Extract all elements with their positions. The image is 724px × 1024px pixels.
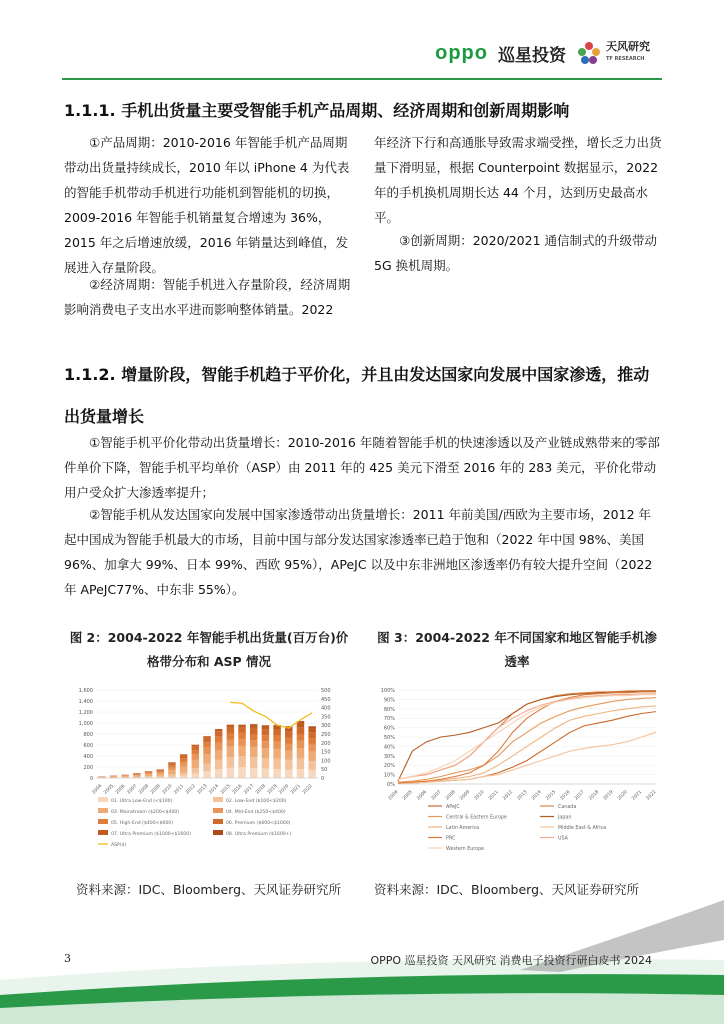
bar-segment (180, 766, 187, 772)
bar-segment (238, 739, 245, 746)
bar-segment (215, 737, 222, 743)
y-tick-label-right: 50 (321, 767, 328, 774)
legend-label: Western Europe (446, 847, 485, 852)
bar-segment (133, 777, 140, 778)
figure-2-caption: 图 2：2004-2022 年智能手机出货量(百万台)价格带分布和 ASP 情况 (69, 630, 349, 669)
xunxing-logo: 巡星投资 (498, 45, 566, 66)
bar-segment (308, 738, 315, 744)
x-tick-label: 2022 (645, 789, 658, 802)
bar-segment (168, 762, 175, 763)
legend-label: 07. Ultra Premium ($1000<$1600) (111, 832, 191, 837)
bar-segment (250, 757, 257, 768)
bar-segment (273, 742, 280, 749)
legend-label: Canada (558, 805, 577, 810)
bar-segment (308, 770, 315, 778)
bar-segment (238, 725, 245, 728)
bar-segment (133, 773, 140, 774)
legend-swatch (213, 819, 223, 824)
bar-segment (192, 745, 199, 746)
x-tick-label: 2014 (208, 783, 221, 796)
y-tick-label-right: 100 (321, 758, 331, 765)
bar-segment (273, 749, 280, 759)
bar-segment (238, 767, 245, 778)
bar-segment (273, 736, 280, 742)
y-tick-label-right: 250 (321, 732, 331, 738)
bar-segment (215, 729, 222, 731)
y-tick-label: 60% (383, 725, 395, 732)
bar-segment (285, 738, 292, 744)
page-number: 3 (64, 952, 71, 965)
bar-segment (192, 746, 199, 750)
x-tick-label: 2020 (617, 789, 629, 802)
bar-segment (308, 752, 315, 761)
bar-segment (203, 742, 210, 748)
y-tick-label-left: 1,600 (78, 688, 93, 694)
bar-segment (262, 758, 269, 768)
y-tick-label-right: 0 (321, 776, 325, 782)
x-tick-label: 2010 (161, 783, 174, 796)
bar-segment (192, 750, 199, 754)
x-tick-label: 2016 (559, 789, 572, 802)
bar-segment (180, 773, 187, 776)
series-line (398, 732, 656, 783)
bar-segment (227, 747, 234, 757)
y-tick-label: 80% (383, 706, 395, 713)
legend-swatch (213, 830, 223, 835)
bar-segment (238, 733, 245, 739)
series-line (398, 694, 656, 780)
y-tick-label-right: 300 (321, 723, 331, 730)
section-1-title: 1.1.1. 手机出货量主要受智能手机产品周期、经济周期和创新周期影响 (64, 101, 570, 120)
x-tick-label: 2017 (243, 783, 256, 796)
bar-segment (180, 754, 187, 755)
bar-segment (121, 777, 128, 778)
bar-segment (262, 726, 269, 729)
bar-segment (133, 775, 140, 776)
bar-segment (250, 747, 257, 757)
bar-segment (297, 759, 304, 769)
bar-segment (297, 741, 304, 749)
bar-segment (215, 750, 222, 760)
bar-segment (297, 727, 304, 734)
y-tick-label-right: 150 (321, 749, 331, 756)
y-tick-label-right: 200 (321, 740, 331, 747)
bar-segment (203, 754, 210, 763)
bar-segment (168, 775, 175, 777)
figure-3-chart (370, 678, 662, 868)
bar-segment (180, 755, 187, 758)
legend-label: APeJC (446, 805, 460, 810)
bar-segment (168, 768, 175, 771)
bar-segment (250, 734, 257, 740)
bar-segment (297, 734, 304, 741)
bar-segment (203, 764, 210, 772)
bar-segment (262, 769, 269, 778)
y-tick-label-left: 400 (83, 754, 93, 760)
bar-segment (227, 733, 234, 739)
bar-segment (238, 756, 245, 767)
x-tick-label: 2009 (150, 783, 162, 796)
legend-label: USA (558, 836, 568, 842)
bar-segment (297, 769, 304, 778)
bar-segment (262, 725, 269, 726)
header-divider (62, 78, 662, 80)
legend-label: 04. Mid-End ($250<$400) (226, 810, 286, 815)
section-1-left-paragraph-1: ①产品周期：2010-2016 年智能手机产品周期带动出货量持续成长，2010 年以 iPhone 4 为代表的智能手机带动手机进行功能机到智能机的切换，2009-2016 年智能手机销量复合增速为 36%，2015 年之后增速放缓，2016 年销量达到峰值，发展进入存量阶段。 (64, 135, 350, 275)
bar-segment (180, 776, 187, 778)
y-tick-label-right: 400 (321, 705, 331, 712)
y-tick-label: 90% (383, 697, 395, 704)
y-tick-label: 30% (383, 753, 395, 760)
x-tick-label: 2006 (416, 789, 429, 802)
bar-segment (145, 774, 152, 776)
section-1-left-paragraph-2: ②经济周期：智能手机进入存量阶段，经济周期影响消费电子支出水平进而影响整体销量。2022 (64, 277, 351, 317)
y-tick-label-left: 600 (83, 743, 93, 749)
bar-segment (273, 769, 280, 778)
y-tick-label: 40% (383, 744, 395, 751)
bar-segment (145, 772, 152, 773)
figure-3-source: 资料来源：IDC、Bloomberg、天风证券研究所 (374, 882, 640, 897)
legend-swatch (98, 808, 108, 813)
x-tick-label: 2008 (445, 789, 457, 802)
y-tick-label: 50% (383, 735, 395, 741)
bar-segment (133, 775, 140, 776)
bar-segment (285, 744, 292, 751)
y-tick-label-left: 800 (83, 732, 93, 738)
bar-segment (192, 774, 199, 778)
bar-segment (227, 725, 234, 728)
bar-segment (250, 728, 257, 734)
series-line (398, 691, 656, 781)
section-1-right-paragraph-2: ③创新周期：2020/2021 通信制式的升级带动 5G 换机周期。 (374, 233, 658, 273)
bar-segment (215, 743, 222, 750)
x-tick-label: 2013 (196, 783, 209, 796)
x-tick-label: 2021 (631, 789, 644, 802)
bar-segment (145, 772, 152, 773)
bar-segment (238, 746, 245, 756)
bar-segment (238, 727, 245, 733)
figure-3-svg (370, 678, 662, 868)
y-tick-label: 10% (383, 772, 395, 779)
x-tick-label: 2008 (138, 783, 150, 796)
x-tick-label: 2013 (516, 789, 529, 802)
legend-label: 06. Premium ($600<$1000) (226, 821, 291, 826)
y-tick-label-left: 1,200 (78, 710, 93, 716)
bar-segment (308, 744, 315, 751)
y-tick-label-left: 1,000 (78, 721, 93, 727)
bar-segment (250, 740, 257, 747)
legend-label: Central & Eastern Europe (446, 815, 507, 821)
x-tick-label: 2011 (488, 789, 500, 802)
bar-segment (262, 741, 269, 748)
bar-segment (250, 724, 257, 725)
bar-segment (273, 730, 280, 736)
section-1-right-paragraph-1: 年经济下行和高通胀导致需求端受挫，增长乏力出货量下滑明显，根据 Counterpoint 数据显示，2022 年的手机换机周期长达 44 个月，达到历史最高水平。 (374, 135, 662, 225)
x-tick-label: 2004 (91, 783, 104, 796)
figure-2-chart (66, 678, 356, 868)
legend-label: 01. Ultra Low-End (<$100) (111, 799, 173, 804)
bar-segment (262, 729, 269, 735)
bar-segment (227, 768, 234, 778)
bar-segment (192, 760, 199, 768)
x-tick-label: 2015 (220, 783, 232, 796)
bar-segment (297, 722, 304, 727)
x-tick-label: 2015 (545, 789, 558, 802)
bar-segment (273, 759, 280, 769)
x-tick-label: 2005 (103, 783, 115, 796)
bar-segment (168, 770, 175, 774)
bar-segment (262, 748, 269, 758)
legend-swatch (213, 797, 223, 802)
x-tick-label: 2007 (430, 789, 443, 802)
x-tick-label: 2017 (574, 789, 586, 802)
legend-label: 05. High-End ($400<$600) (111, 821, 173, 826)
legend-swatch (98, 819, 108, 824)
bar-segment (121, 776, 128, 777)
x-tick-label: 2006 (114, 783, 127, 796)
bar-segment (203, 748, 210, 755)
bar-segment (215, 769, 222, 778)
legend-label: Japan (558, 815, 572, 821)
bar-segment (133, 774, 140, 775)
legend-swatch (98, 797, 108, 802)
bar-segment (192, 754, 199, 760)
x-tick-label: 2007 (126, 783, 139, 796)
x-tick-label: 2016 (231, 783, 244, 796)
x-tick-label: 2014 (531, 789, 543, 802)
bar-segment (168, 765, 175, 767)
x-tick-label: 2022 (301, 783, 314, 796)
bar-segment (203, 736, 210, 738)
x-tick-label: 2020 (278, 783, 291, 796)
bar-segment (227, 740, 234, 747)
x-tick-label: 2012 (185, 783, 197, 796)
legend-label: 03. Mainstream ($200<$400) (111, 810, 180, 815)
bar-segment (157, 773, 164, 775)
legend-label: 08. Ultra Premium ($1600+) (226, 832, 292, 837)
legend-label: PRC (446, 836, 456, 842)
bar-segment (157, 772, 164, 773)
oppo-logo: oppo (435, 41, 488, 64)
x-tick-label: 2009 (459, 789, 472, 802)
y-tick-label-left: 1,400 (78, 699, 93, 705)
figure-3-caption: 图 3：2004-2022 年不同国家和地区智能手机渗透率 (377, 630, 657, 669)
y-tick-label: 0% (387, 782, 395, 788)
tf-research-logo (576, 40, 650, 66)
bar-segment (145, 773, 152, 774)
bar-segment (121, 775, 128, 776)
section-2-paragraph-1: ①智能手机平价化带动出货量增长：2010-2016 年随着智能手机的快速渗透以及产业链成熟带来的零部件单价下降，智能手机平均单价（ASP）由 2011 年的 425 美元下滑至 2016 年的 283 美元，平价化带动用户受众扩大渗透率提升； (64, 435, 660, 500)
bar-segment (250, 768, 257, 778)
legend-label: Latin America (446, 826, 480, 831)
bar-segment (297, 748, 304, 758)
figure-2-source: 资料来源：IDC、Bloomberg、天风证券研究所 (76, 882, 342, 897)
y-tick-label: 100% (380, 688, 395, 694)
page-header (435, 40, 650, 66)
y-tick-label-right: 450 (321, 696, 331, 703)
x-tick-label: 2010 (473, 789, 486, 802)
x-tick-label: 2018 (588, 789, 601, 802)
bar-segment (203, 738, 210, 742)
bar-segment (227, 727, 234, 733)
bar-segment (180, 762, 187, 766)
bar-segment (157, 771, 164, 772)
x-tick-label: 2005 (402, 789, 414, 802)
tf-flower-icon (576, 40, 602, 66)
bar-segment (285, 751, 292, 760)
x-tick-label: 2004 (387, 789, 400, 802)
bar-segment (121, 776, 128, 777)
bar-segment (308, 728, 315, 732)
bar-segment (215, 731, 222, 737)
bar-segment (203, 771, 210, 778)
x-tick-label: 2019 (602, 789, 615, 802)
bar-segment (308, 732, 315, 738)
bar-segment (285, 770, 292, 778)
bar-segment (145, 776, 152, 777)
y-tick-label: 70% (383, 716, 395, 723)
bar-segment (168, 763, 175, 765)
bar-segment (215, 760, 222, 769)
x-tick-label: 2012 (502, 789, 515, 802)
x-tick-label: 2019 (266, 783, 279, 796)
y-tick-label-left: 200 (83, 765, 93, 771)
bar-segment (285, 760, 292, 770)
bar-segment (110, 777, 117, 778)
bar-segment (308, 761, 315, 770)
bar-segment (250, 725, 257, 728)
bar-segment (262, 735, 269, 741)
x-tick-label: 2018 (255, 783, 267, 796)
bar-segment (192, 768, 199, 774)
y-tick-label-right: 350 (321, 714, 331, 721)
legend-label: Middle East & Africa (558, 826, 607, 831)
tf-subtitle: TF RESEARCH (606, 56, 645, 62)
tf-name: 天风研究 (606, 40, 650, 53)
bar-segment (157, 770, 164, 771)
bar-segment (227, 757, 234, 767)
bar-segment (308, 726, 315, 728)
legend-label: 02. Low-End ($100<$200) (226, 799, 287, 804)
section-2-paragraph-2: ②智能手机从发达国家向发展中国家渗透带动出货量增长：2011 年前美国/西欧为主要市场，2012 年起中国成为智能手机最大的市场，目前中国与部分发达国家渗透率已趋于饱和（2022 年中国 98%、美国 96%、加拿大 99%、日本 99%、西欧 95%），APeJC 以及中东非洲地区渗透率仍有较大提升空间（2022 年 APeJC77%、中东非 55%）。 (64, 507, 653, 597)
figure-2-svg (66, 678, 356, 868)
series-line (398, 692, 656, 783)
bar-segment (157, 776, 164, 777)
y-tick-label-left: 0 (89, 776, 93, 782)
bar-segment (285, 732, 292, 738)
x-tick-label: 2021 (290, 783, 302, 796)
y-tick-label-right: 500 (321, 688, 331, 694)
x-tick-label: 2011 (173, 783, 186, 796)
legend-swatch (98, 830, 108, 835)
legend-label: ASP($) (111, 843, 127, 848)
series-line (398, 712, 656, 783)
footer-text: OPPO 巡星投资 天风研究 消费电子投资行研白皮书 2024 (370, 954, 652, 967)
section-2-title: 1.1.2. 增量阶段，智能手机趋于平价化，并且由发达国家向发展中国家渗透，推动出货量增长 (64, 365, 650, 426)
y-tick-label: 20% (383, 763, 395, 770)
bar-segment (180, 759, 187, 762)
legend-swatch (213, 808, 223, 813)
